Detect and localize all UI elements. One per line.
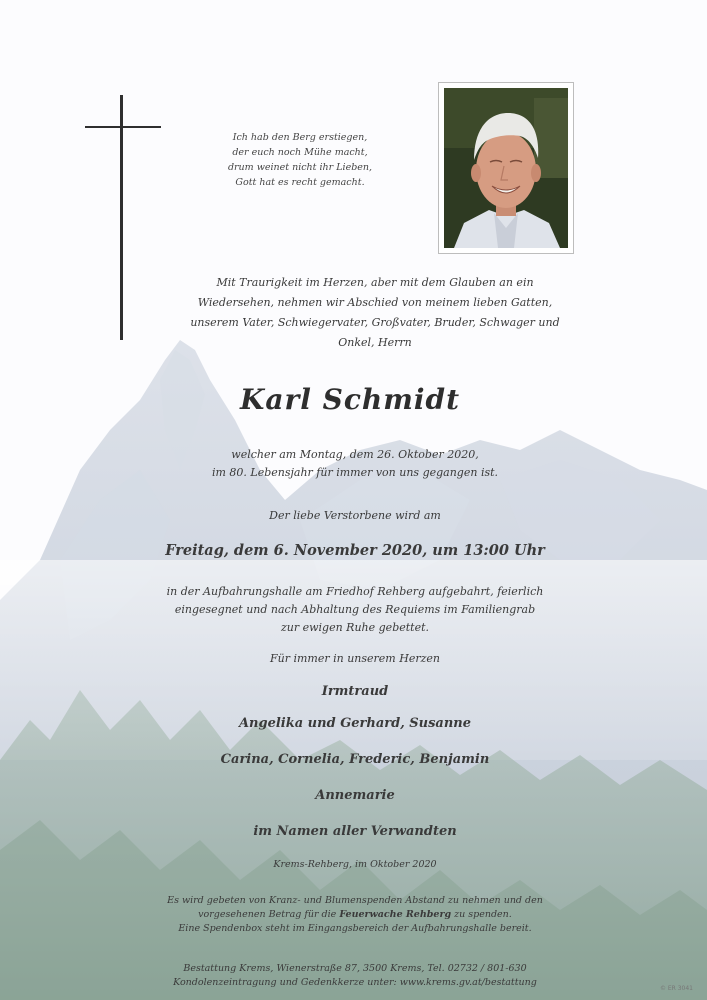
death-line-1: welcher am Montag, dem 26. Oktober 2020, (231, 448, 479, 461)
intro-text (160, 273, 590, 353)
mourner-name: Angelika und Gerhard, Susanne (238, 716, 472, 731)
mourner-name: Annemarie (315, 788, 395, 803)
donation-line-3: Eine Spendenbox steht im Eingangsbereich der Aufbahrungshalle bereit. (178, 923, 532, 934)
footer-line-1: Bestattung Krems, Wienerstraße 87, 3500 Krems, Tel. 02732 / 801-630 (183, 963, 527, 974)
template-code: © ER 3041 (659, 985, 693, 992)
donation-line-1: Es wird gebeten von Kranz- und Blumenspenden Abstand zu nehmen und den (167, 895, 543, 906)
poem-line: drum weinet nicht ihr Lieben, (227, 162, 373, 173)
poem-line: Ich hab den Berg erstiegen, (232, 132, 368, 143)
funeral-line: eingesegnet und nach Abhaltung des Requiems im Familiengrab (174, 603, 536, 616)
donation-line-2 (100, 908, 610, 922)
portrait-photo (444, 88, 568, 248)
funeral-line: zur ewigen Ruhe gebettet. (280, 621, 430, 634)
funeral-home-info (100, 962, 610, 990)
death-notice (100, 446, 610, 482)
intro-line: Wiedersehen, nehmen wir Abschied von meinem lieben Gatten, (197, 296, 553, 309)
intro-line: Onkel, Herrn (338, 336, 412, 349)
funeral-details (100, 583, 610, 637)
footer-line-2: Kondolenzeintragung und Gedenkkerze unter: www.krems.gv.at/bestattung (173, 977, 537, 988)
funeral-intro: Der liebe Verstorbene wird am (269, 509, 441, 522)
poem-line: der euch noch Mühe macht, (232, 147, 368, 158)
portrait-frame (438, 82, 574, 254)
mourner-name: im Namen aller Verwandten (253, 824, 457, 839)
donation-recipient: Feuerwache Rehberg (339, 909, 452, 920)
mourner-name: Irmtraud (321, 684, 389, 699)
intro-line: unserem Vater, Schwiegervater, Großvater, Bruder, Schwager und (190, 316, 560, 329)
funeral-line: in der Aufbahrungshalle am Friedhof Rehberg aufgebahrt, feierlich (166, 585, 544, 598)
place-date: Krems-Rehberg, im Oktober 2020 (273, 859, 437, 870)
funeral-date: Freitag, dem 6. November 2020, um 13:00 Uhr (165, 542, 545, 559)
mourner-name: Carina, Cornelia, Frederic, Benjamin (220, 752, 490, 767)
donation-note (100, 894, 610, 936)
intro-line: Mit Traurigkeit im Herzen, aber mit dem Glauben an ein (216, 276, 534, 289)
mourners-intro: Für immer in unserem Herzen (270, 652, 440, 665)
poem (200, 130, 400, 190)
cross-icon (120, 95, 123, 340)
deceased-name: Karl Schmidt (239, 383, 461, 416)
cross-icon-bar (85, 126, 161, 128)
death-line-2: im 80. Lebensjahr für immer von uns gegangen ist. (211, 466, 499, 479)
donation-line-2-post: zu spenden. (451, 909, 512, 920)
poem-line: Gott hat es recht gemacht. (235, 177, 365, 188)
donation-line-2-pre: vorgesehenen Betrag für die (198, 909, 340, 920)
